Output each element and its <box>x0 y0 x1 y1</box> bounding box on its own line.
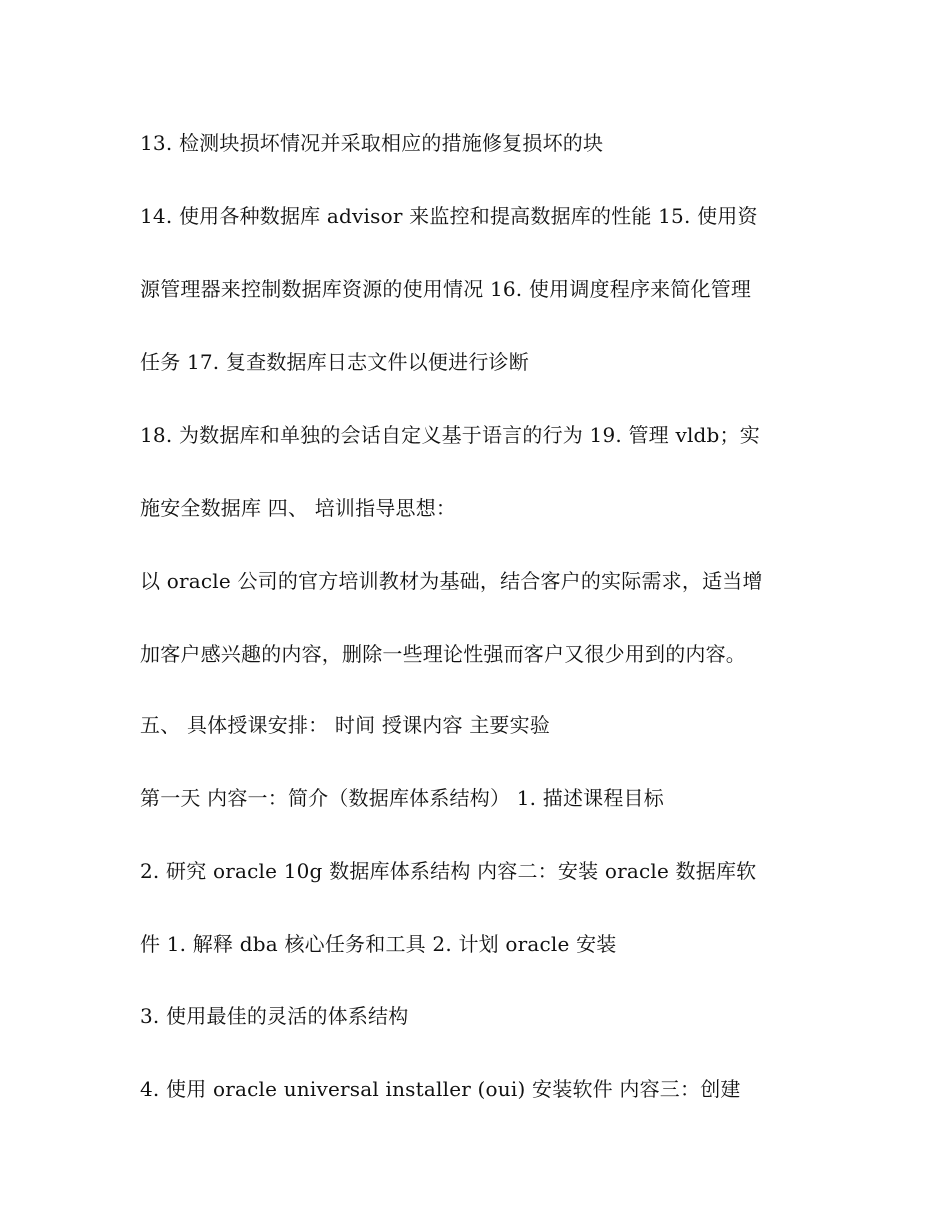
text-line-11: 2. 研究 oracle 10g 数据库体系结构 内容二：安装 oracle 数据库软 <box>140 859 757 883</box>
text-line-3: 源管理器来控制数据库资源的使用情况 16. 使用调度程序来简化管理 <box>140 277 752 301</box>
text-line-2: 14. 使用各种数据库 advisor 来监控和提高数据库的性能 15. 使用资 <box>140 204 758 228</box>
text-line-5: 18. 为数据库和单独的会话自定义基于语言的行为 19. 管理 vldb；实 <box>140 423 760 447</box>
text-line-10: 第一天 内容一：简介（数据库体系结构） 1. 描述课程目标 <box>140 786 664 810</box>
text-line-1: 13. 检测块损坏情况并采取相应的措施修复损坏的块 <box>140 131 604 155</box>
text-line-12: 件 1. 解释 dba 核心任务和工具 2. 计划 oracle 安装 <box>140 932 617 956</box>
text-line-4: 任务 17. 复查数据库日志文件以便进行诊断 <box>140 350 529 374</box>
text-line-9: 五、 具体授课安排： 时间 授课内容 主要实验 <box>140 713 551 737</box>
text-line-8: 加客户感兴趣的内容，删除一些理论性强而客户又很少用到的内容。 <box>140 642 746 666</box>
text-line-13: 3. 使用最佳的灵活的体系结构 <box>140 1004 409 1028</box>
text-line-7: 以 oracle 公司的官方培训教材为基础，结合客户的实际需求，适当增 <box>140 569 763 593</box>
text-line-6: 施安全数据库 四、 培训指导思想： <box>140 496 457 520</box>
text-line-14: 4. 使用 oracle universal installer (oui) 安装软件 内容三：创建 <box>140 1077 741 1101</box>
